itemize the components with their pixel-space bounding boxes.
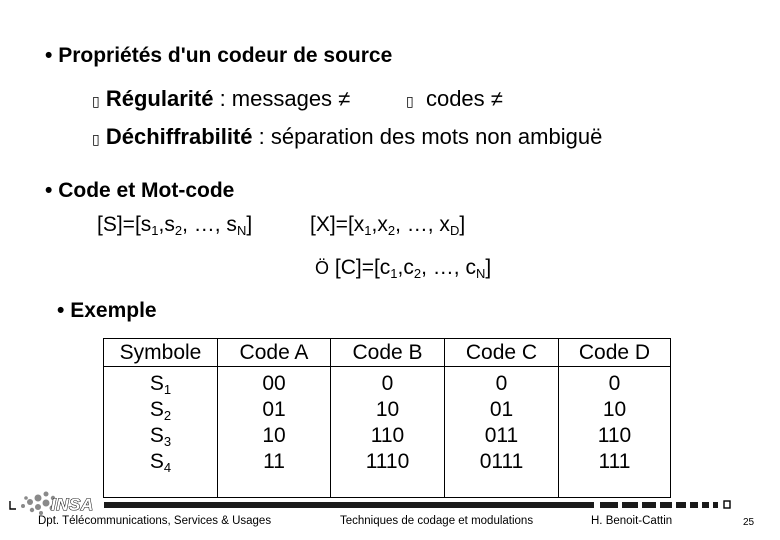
symbol-cell: $S_2$ — [149, 398, 172, 423]
regularity-codes — [406, 86, 503, 112]
footer-decoration — [8, 488, 768, 518]
example-heading — [57, 299, 157, 323]
source-set-formula: $[S]=[s_1,s_2$, …, $s_N$] — [97, 213, 253, 238]
code-cell: 01 — [489, 398, 514, 421]
code-c-column — [445, 367, 559, 498]
footer-author: H. Benoit-Cattin — [591, 515, 673, 527]
properties-heading — [45, 44, 392, 68]
regularity-text: : messages ≠ — [219, 86, 351, 111]
code-cell: 110 — [370, 424, 405, 447]
code-cell: 111 — [598, 450, 631, 473]
code-cell: 110 — [597, 424, 632, 447]
code-cell: 0111 — [479, 450, 524, 473]
box-glyph-icon: ▯ — [92, 132, 100, 148]
code-cell: 01 — [262, 398, 286, 421]
code-title: Code et Mot-code — [58, 179, 235, 202]
regularity-codes-text: codes ≠ — [425, 86, 503, 111]
arrow-glyph: Ö — [315, 258, 330, 278]
code-cell: 11 — [263, 450, 285, 473]
bullet: • — [45, 44, 53, 67]
bullet: • — [45, 179, 53, 202]
table-header-row — [104, 339, 671, 367]
regularity-term: Régularité — [105, 86, 214, 111]
code-cell: 0 — [495, 372, 508, 395]
footer-course: Techniques de codage et modulations — [340, 515, 534, 527]
header-code-c: Code C — [445, 339, 559, 367]
example-title: Exemple — [70, 299, 157, 322]
alphabet-set-formula: $[X]=[x_1,x_2$, …, $x_D$] — [310, 213, 466, 238]
box-glyph-icon: ▯ — [406, 94, 414, 110]
code-cell: 0 — [608, 372, 621, 395]
code-heading — [45, 179, 234, 203]
code-cell: 00 — [262, 372, 286, 395]
symbol-cell: $S_3$ — [149, 424, 172, 449]
code-cell: 0 — [381, 372, 394, 395]
symbol-column — [104, 367, 218, 498]
decipher-term: Déchiffrabilité — [105, 124, 253, 149]
code-cell: 10 — [262, 424, 286, 447]
header-symbole: Symbole — [104, 339, 218, 367]
bullet: • — [57, 299, 65, 322]
code-cell: 011 — [484, 424, 519, 447]
code-cell: 10 — [602, 398, 627, 421]
decipher-text: : séparation des mots non ambiguë — [258, 124, 603, 149]
properties-title: Propriétés d'un codeur de source — [58, 44, 393, 67]
code-set-line — [315, 256, 491, 280]
insa-logo: INSA — [51, 495, 94, 514]
header-code-a: Code A — [218, 339, 331, 367]
symbol-cell: $S_1$ — [149, 372, 172, 397]
header-code-d: Code D — [559, 339, 671, 367]
decipher-line — [92, 124, 602, 150]
code-table — [103, 338, 671, 498]
footer-department: Dpt. Télécommunications, Services & Usages — [38, 515, 272, 527]
box-glyph-icon: ▯ — [92, 94, 100, 110]
code-d-column — [559, 367, 671, 498]
page-number: 25 — [743, 517, 755, 528]
code-a-column — [218, 367, 331, 498]
code-b-column — [331, 367, 445, 498]
regularity-line — [92, 86, 350, 112]
code-cell: 10 — [375, 398, 400, 421]
code-cell: 1110 — [365, 450, 410, 473]
table-row — [104, 367, 671, 498]
symbol-cell: $S_4$ — [149, 450, 172, 475]
code-set-formula: $[C]=[c_1,c_2$, …, $c_N$] — [334, 256, 492, 281]
header-code-b: Code B — [331, 339, 445, 367]
